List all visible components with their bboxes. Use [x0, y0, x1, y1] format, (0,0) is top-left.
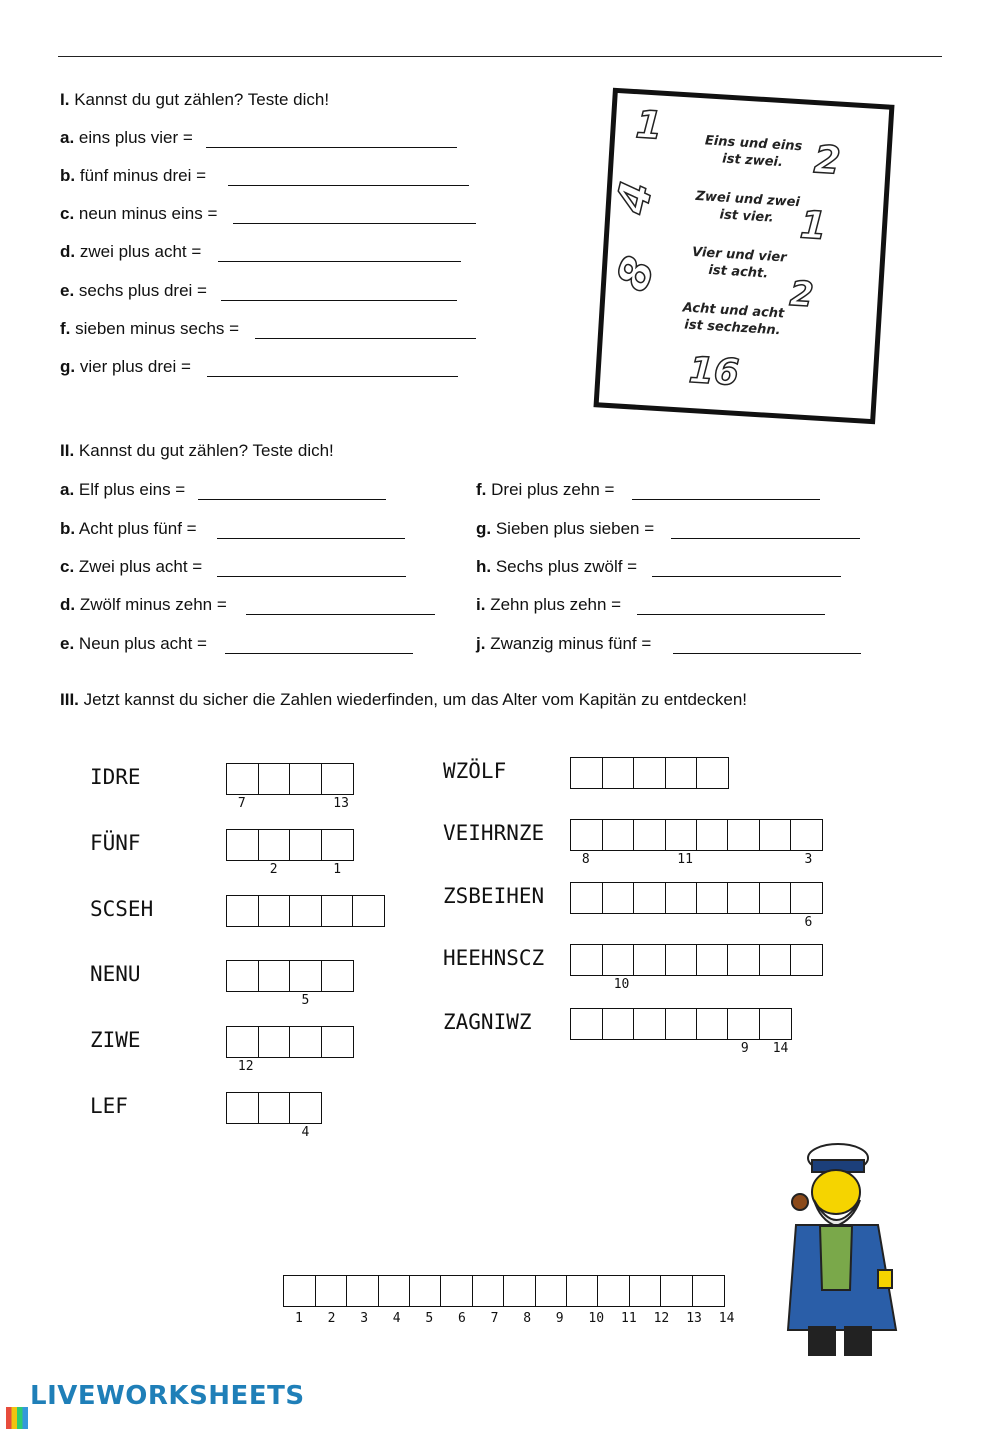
digit-figure-16: 16	[687, 349, 741, 394]
letter-boxes	[572, 819, 823, 851]
item-text: zwei plus acht =	[79, 242, 202, 261]
liveworksheets-logo[interactable]	[6, 1381, 305, 1429]
digit-figure-2b: 2	[788, 273, 815, 316]
final-answer-boxes	[285, 1275, 725, 1307]
item-text: Sieben plus sieben =	[495, 519, 655, 538]
letter-cell[interactable]	[633, 1008, 666, 1040]
letter-cell[interactable]	[602, 819, 635, 851]
item-letter: h.	[476, 557, 492, 576]
item-letter: e.	[60, 634, 75, 653]
poem-card-image	[593, 88, 894, 425]
letter-cell[interactable]	[258, 829, 291, 861]
letter-cell[interactable]	[321, 829, 354, 861]
answer-cell[interactable]	[440, 1275, 473, 1307]
letter-cell[interactable]	[633, 882, 666, 914]
answer-index-number: 10	[588, 1311, 605, 1326]
answer-index-number: 6	[458, 1311, 466, 1326]
cell-index-number: 12	[237, 1059, 254, 1074]
logo-icon	[6, 1407, 28, 1429]
digit-figure-1: 1	[634, 102, 664, 148]
answer-index-number: 5	[425, 1311, 434, 1326]
section3-title	[60, 690, 747, 710]
digit-figure-2: 2	[812, 137, 842, 183]
item-text: Elf plus eins =	[78, 480, 186, 499]
letter-cell[interactable]	[602, 944, 635, 976]
letter-cell[interactable]	[570, 1008, 603, 1040]
cell-index-number: 4	[301, 1125, 310, 1140]
answer-cell[interactable]	[535, 1275, 568, 1307]
answer-input[interactable]	[652, 558, 841, 577]
letter-cell[interactable]	[226, 895, 259, 927]
answer-index-number: 13	[686, 1311, 702, 1326]
answer-cell[interactable]	[346, 1275, 379, 1307]
section1-item	[60, 166, 206, 186]
section2-heading: Kannst du gut zählen? Teste dich!	[78, 441, 334, 460]
cell-index-number: 7	[237, 796, 246, 811]
letter-boxes	[228, 829, 354, 861]
section1-item	[60, 319, 239, 339]
item-text: Zwölf minus zehn =	[79, 595, 227, 614]
item-letter: b.	[60, 519, 76, 538]
section1-title	[60, 90, 329, 110]
letter-cell[interactable]	[790, 819, 823, 851]
answer-input[interactable]	[632, 481, 820, 500]
item-text: Zwei plus acht =	[78, 557, 203, 576]
letter-cell[interactable]	[258, 1092, 291, 1124]
letter-cell[interactable]	[289, 960, 322, 992]
letter-cell[interactable]	[665, 819, 698, 851]
scrambled-word: LEF	[90, 1094, 128, 1118]
answer-input[interactable]	[217, 520, 405, 539]
answer-index-number: 12	[653, 1311, 670, 1326]
item-text: vier plus drei =	[79, 357, 191, 376]
letter-boxes	[572, 1008, 792, 1040]
item-text: Neun plus acht =	[78, 634, 207, 653]
letter-cell[interactable]	[633, 757, 666, 789]
letter-cell[interactable]	[665, 757, 698, 789]
letter-cell[interactable]	[727, 1008, 760, 1040]
captain-illustration	[778, 1130, 913, 1362]
section2-item	[476, 634, 651, 654]
answer-index-number: 1	[295, 1311, 303, 1326]
letter-cell[interactable]	[602, 1008, 635, 1040]
answer-index-number: 14	[718, 1311, 735, 1326]
letter-cell[interactable]	[790, 944, 823, 976]
letter-cell[interactable]	[570, 944, 603, 976]
answer-input[interactable]	[637, 596, 825, 615]
letter-cell[interactable]	[289, 1026, 322, 1058]
answer-index-number: 11	[621, 1311, 637, 1326]
letter-cell[interactable]	[570, 882, 603, 914]
letter-cell[interactable]	[570, 819, 603, 851]
item-letter: d.	[60, 595, 76, 614]
letter-boxes	[228, 1092, 322, 1124]
letter-cell[interactable]	[258, 763, 291, 795]
letter-cell[interactable]	[759, 944, 792, 976]
item-text: sieben minus sechs =	[75, 319, 240, 338]
letter-cell[interactable]	[602, 882, 635, 914]
item-text: Zehn plus zehn =	[490, 595, 622, 614]
answer-cell[interactable]	[597, 1275, 630, 1307]
letter-boxes	[228, 763, 354, 795]
letter-cell[interactable]	[570, 757, 603, 789]
letter-boxes	[572, 882, 823, 914]
letter-cell[interactable]	[727, 944, 760, 976]
letter-cell[interactable]	[696, 882, 729, 914]
section1-heading: Kannst du gut zählen? Teste dich!	[74, 90, 330, 109]
letter-cell[interactable]	[321, 763, 354, 795]
item-text: fünf minus drei =	[79, 166, 206, 185]
item-text: Sechs plus zwölf =	[495, 557, 638, 576]
letter-cell[interactable]	[226, 1026, 259, 1058]
item-text: Drei plus zehn =	[491, 480, 615, 499]
answer-index-number: 7	[490, 1311, 499, 1326]
answer-input[interactable]	[246, 596, 435, 615]
section2-item	[476, 480, 614, 500]
letter-cell[interactable]	[321, 960, 354, 992]
letter-cell[interactable]	[665, 1008, 698, 1040]
letter-cell[interactable]	[289, 829, 322, 861]
letter-cell[interactable]	[321, 895, 354, 927]
item-letter: a.	[60, 480, 75, 499]
answer-cell[interactable]	[283, 1275, 316, 1307]
poem-line-1: Eins und eins ist zwei.	[704, 133, 803, 171]
section2-item	[60, 557, 202, 577]
item-letter: a.	[60, 128, 75, 147]
letter-cell[interactable]	[258, 1026, 291, 1058]
letter-cell[interactable]	[665, 882, 698, 914]
answer-index-number: 8	[523, 1311, 532, 1326]
letter-cell[interactable]	[790, 882, 823, 914]
answer-index-number: 3	[360, 1311, 369, 1326]
letter-cell[interactable]	[258, 960, 291, 992]
poem-line-2: Zwei und zwei ist vier.	[695, 188, 801, 226]
letter-cell[interactable]	[602, 757, 635, 789]
section2-item	[476, 557, 637, 577]
letter-cell[interactable]	[727, 819, 760, 851]
item-text: neun minus eins =	[78, 204, 218, 223]
letter-boxes	[228, 960, 354, 992]
scrambled-word: SCSEH	[90, 897, 154, 921]
section3-heading: Jetzt kannst du sicher die Zahlen wiederfinden, um das Alter vom Kapitän zu entdecken!	[83, 690, 748, 709]
section2-item	[60, 480, 185, 500]
letter-cell[interactable]	[289, 895, 322, 927]
item-text: Acht plus fünf =	[78, 519, 197, 538]
scrambled-word: VEIHRNZE	[443, 821, 545, 845]
scrambled-word: NENU	[90, 962, 141, 986]
scrambled-word: ZAGNIWZ	[443, 1010, 532, 1034]
cell-index-number: 11	[677, 852, 693, 867]
item-letter: d.	[60, 242, 76, 261]
letter-boxes	[228, 895, 385, 927]
section2-item	[60, 634, 207, 654]
answer-input[interactable]	[671, 520, 860, 539]
item-letter: j.	[476, 634, 486, 653]
item-letter: e.	[60, 281, 75, 300]
letter-cell[interactable]	[226, 1092, 259, 1124]
answer-index-number: 9	[555, 1311, 564, 1326]
answer-input[interactable]	[228, 167, 469, 186]
answer-cell[interactable]	[472, 1275, 505, 1307]
answer-input[interactable]	[217, 558, 406, 577]
cell-index-number: 8	[581, 852, 590, 867]
item-text: sechs plus drei =	[78, 281, 207, 300]
item-letter: g.	[60, 357, 76, 376]
answer-index-number: 2	[327, 1311, 336, 1326]
answer-input[interactable]	[233, 205, 476, 224]
answer-cell[interactable]	[378, 1275, 411, 1307]
letter-boxes	[572, 757, 729, 789]
answer-cell[interactable]	[409, 1275, 442, 1307]
item-letter: i.	[476, 595, 486, 614]
section2-title	[60, 441, 334, 461]
letter-boxes	[228, 1026, 354, 1058]
letter-cell[interactable]	[226, 829, 259, 861]
digit-figure-1b: 1	[798, 202, 828, 248]
section1-item	[60, 357, 191, 377]
answer-cell[interactable]	[566, 1275, 599, 1307]
top-rule	[58, 56, 942, 57]
cell-index-number: 1	[333, 862, 342, 877]
item-text: Zwanzig minus fünf =	[490, 634, 652, 653]
section1-number: I.	[60, 90, 70, 109]
cell-index-number: 6	[804, 915, 813, 930]
letter-cell[interactable]	[696, 819, 729, 851]
letter-cell[interactable]	[289, 1092, 322, 1124]
letter-cell[interactable]	[727, 882, 760, 914]
cell-index-number: 14	[772, 1041, 789, 1056]
cell-index-number: 3	[804, 852, 813, 867]
section1-item	[60, 242, 201, 262]
letter-boxes	[572, 944, 823, 976]
poem-line-4: Acht und acht ist sechzehn.	[682, 300, 785, 339]
letter-cell[interactable]	[226, 763, 259, 795]
answer-cell[interactable]	[503, 1275, 536, 1307]
letter-cell[interactable]	[696, 757, 729, 789]
cell-index-number: 9	[740, 1041, 749, 1056]
poem-line-3: Vier und vier ist acht.	[691, 244, 787, 282]
letter-cell[interactable]	[665, 944, 698, 976]
cell-index-number: 10	[613, 977, 630, 992]
answer-cell[interactable]	[692, 1275, 725, 1307]
letter-cell[interactable]	[633, 819, 666, 851]
scrambled-word: ZSBEIHEN	[443, 884, 545, 908]
logo-text: LIVEWORKSHEETS	[30, 1381, 305, 1411]
scrambled-word: ZIWE	[90, 1028, 141, 1052]
letter-cell[interactable]	[289, 763, 322, 795]
answer-input[interactable]	[221, 282, 457, 301]
answer-cell[interactable]	[629, 1275, 662, 1307]
item-letter: c.	[60, 204, 75, 223]
answer-input[interactable]	[218, 243, 461, 262]
section1-item	[60, 128, 193, 148]
section1-item	[60, 204, 217, 224]
answer-input[interactable]	[207, 358, 458, 377]
letter-cell[interactable]	[226, 960, 259, 992]
answer-input[interactable]	[206, 129, 457, 148]
scrambled-word: WZÖLF	[443, 759, 507, 783]
letter-cell[interactable]	[696, 1008, 729, 1040]
letter-cell[interactable]	[759, 819, 792, 851]
digit-figure-8: 8	[606, 249, 666, 299]
digit-figure-4: 4	[606, 176, 664, 219]
scrambled-word: IDRE	[90, 765, 141, 789]
letter-cell[interactable]	[352, 895, 385, 927]
scrambled-word: HEEHNSCZ	[443, 946, 545, 970]
section1-item	[60, 281, 207, 301]
answer-input[interactable]	[198, 481, 386, 500]
cell-index-number: 13	[333, 796, 349, 811]
cell-index-number: 5	[301, 993, 310, 1008]
letter-cell[interactable]	[696, 944, 729, 976]
answer-input[interactable]	[225, 635, 413, 654]
section2-item	[476, 595, 621, 615]
item-letter: b.	[60, 166, 76, 185]
answer-index-number: 4	[392, 1311, 401, 1326]
section2-item	[60, 595, 227, 615]
item-text: eins plus vier =	[78, 128, 193, 147]
item-letter: c.	[60, 557, 75, 576]
section2-item	[60, 519, 197, 539]
answer-input[interactable]	[255, 320, 476, 339]
answer-cell[interactable]	[660, 1275, 693, 1307]
section2-number: II.	[60, 441, 75, 460]
letter-cell[interactable]	[759, 882, 792, 914]
item-letter: f.	[60, 319, 71, 338]
item-letter: f.	[476, 480, 487, 499]
letter-cell[interactable]	[321, 1026, 354, 1058]
item-letter: g.	[476, 519, 492, 538]
section3-number: III.	[60, 690, 79, 709]
scrambled-word: FÜNF	[90, 831, 141, 855]
answer-input[interactable]	[673, 635, 861, 654]
letter-cell[interactable]	[258, 895, 291, 927]
letter-cell[interactable]	[633, 944, 666, 976]
section2-item	[476, 519, 654, 539]
letter-cell[interactable]	[759, 1008, 792, 1040]
answer-cell[interactable]	[315, 1275, 348, 1307]
cell-index-number: 2	[269, 862, 278, 877]
